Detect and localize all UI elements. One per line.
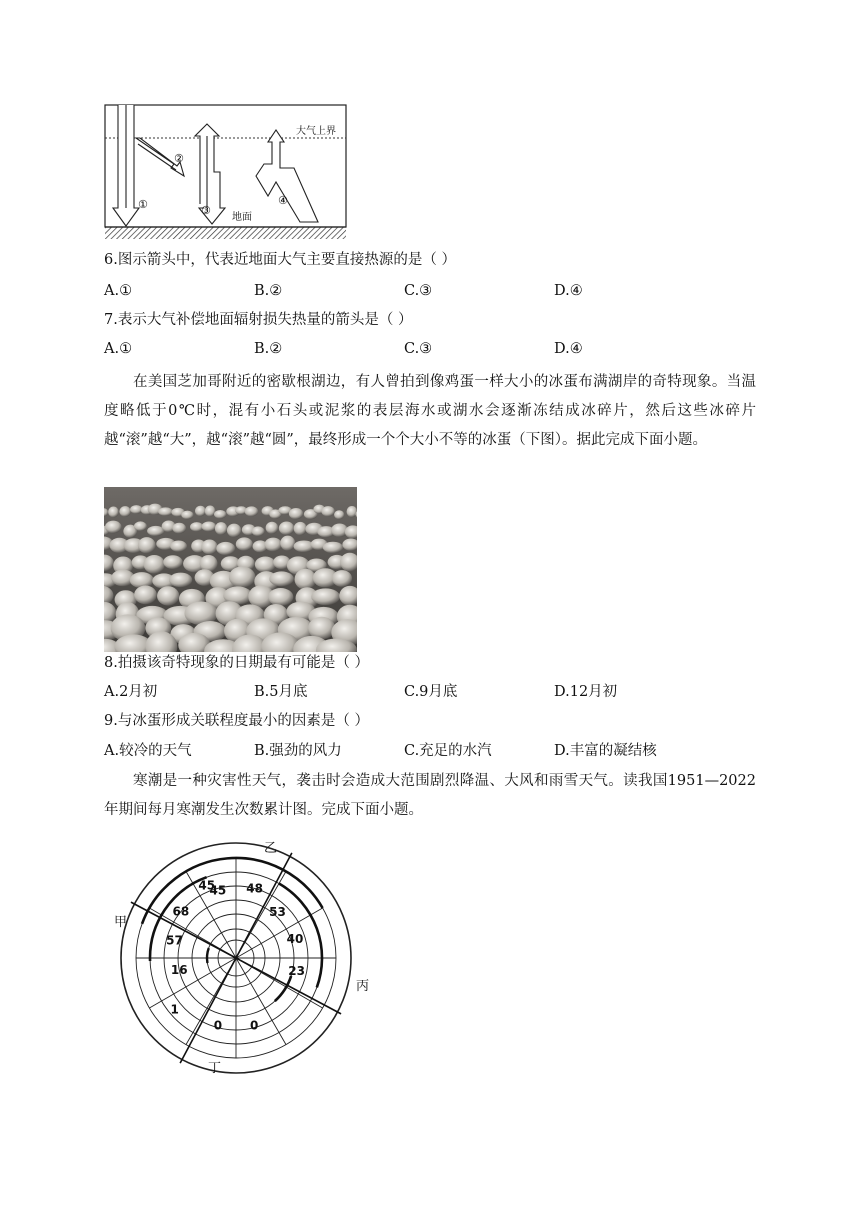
ice-egg xyxy=(236,537,253,550)
chart-value-label: 57 xyxy=(166,933,183,948)
chart-sector-label: 乙 xyxy=(264,841,278,856)
ice-egg xyxy=(190,522,203,531)
chart-value-label: 0 xyxy=(249,1018,259,1033)
q7-option-d[interactable]: D.④ xyxy=(554,341,583,357)
chart-value-label: 40 xyxy=(286,931,304,946)
q9-option-a[interactable]: A.较冷的天气 xyxy=(104,743,192,759)
question-9-stem: 9.与冰蛋形成关联程度最小的因素是（ ） xyxy=(104,713,369,729)
question-8-stem: 8.拍摄该奇特现象的日期最有可能是（ ） xyxy=(104,655,369,671)
ice-egg xyxy=(105,521,122,534)
chart-value-label: 68 xyxy=(172,904,190,919)
ice-egg xyxy=(264,538,281,552)
q6-option-a[interactable]: A.① xyxy=(104,283,133,299)
ice-egg xyxy=(227,524,241,538)
ice-egg xyxy=(216,542,235,555)
atmosphere-radiation-diagram xyxy=(104,104,348,240)
chart-sector-label: 甲 xyxy=(114,915,128,930)
q7-option-a[interactable]: A.① xyxy=(104,341,133,357)
atmosphere-top-label: 大气上界 xyxy=(296,126,336,137)
chart-value-label: 1 xyxy=(170,1002,179,1017)
ice-egg xyxy=(280,536,295,551)
ice-egg-passage: 在美国芝加哥附近的密歇根湖边，有人曾拍到像鸡蛋一样大小的冰蛋布满湖岸的奇特现象。当温度略低于0℃时，混有小石头或泥浆的表层海水或湖水会逐渐冻结成冰碎片，然后这些冰碎片越“滚”越“大”，越“滚”越“圆”，最终形成一个个大小不等的冰蛋（下图）。据此完成下面小题。 xyxy=(104,374,756,448)
ice-egg xyxy=(214,510,226,519)
ice-egg xyxy=(311,588,340,605)
chart-sector-label: 丙 xyxy=(356,979,370,994)
q6-option-b[interactable]: B.② xyxy=(254,283,283,299)
ice-egg xyxy=(289,508,303,519)
ice-egg xyxy=(195,506,206,517)
ice-egg xyxy=(138,537,156,553)
chart-value-label: 45 xyxy=(198,878,216,893)
chart-value-label: 16 xyxy=(170,963,188,978)
ice-egg xyxy=(181,511,193,520)
chart-value-label: 23 xyxy=(288,963,305,978)
ice-egg xyxy=(268,588,293,606)
chart-value-label: 53 xyxy=(269,904,286,919)
q7-option-b[interactable]: B.② xyxy=(254,341,283,357)
ice-egg xyxy=(172,523,186,534)
question-8-options xyxy=(104,682,744,702)
ice-egg xyxy=(144,555,165,574)
ice-egg xyxy=(255,556,276,572)
ice-egg xyxy=(323,542,343,553)
ice-egg xyxy=(169,573,192,588)
ice-egg xyxy=(130,505,143,514)
ice-egg xyxy=(279,522,295,535)
ice-egg xyxy=(294,522,307,535)
chart-value-label: 0 xyxy=(213,1018,223,1033)
ice-egg xyxy=(215,522,227,535)
ice-egg xyxy=(158,507,173,515)
chart-sector-label: 丁 xyxy=(208,1061,222,1076)
q8-option-c[interactable]: C.9月底 xyxy=(404,684,458,700)
ice-egg xyxy=(201,539,217,554)
ice-egg xyxy=(347,506,357,517)
ice-egg xyxy=(119,506,131,517)
ice-egg xyxy=(205,506,216,517)
question-7-stem: 7.表示大气补偿地面辐射损失热量的箭头是（ ） xyxy=(104,312,413,328)
q6-option-c[interactable]: C.③ xyxy=(404,283,433,299)
ice-egg xyxy=(108,507,119,518)
ice-egg xyxy=(332,570,352,587)
q7-option-c[interactable]: C.③ xyxy=(404,341,433,357)
q8-option-d[interactable]: D.12月初 xyxy=(554,684,618,700)
q9-option-d[interactable]: D.丰富的凝结核 xyxy=(554,743,657,759)
question-7-options xyxy=(104,339,744,359)
ice-egg xyxy=(130,572,154,588)
ice-egg xyxy=(201,522,216,532)
chart-value-label: 45 xyxy=(209,883,227,898)
arrow-label-3: ③ xyxy=(201,204,211,217)
ice-egg xyxy=(321,506,334,516)
chart-arc-inner xyxy=(207,948,209,963)
question-9-options xyxy=(104,741,744,761)
q9-option-b[interactable]: B.强劲的风力 xyxy=(254,743,342,759)
ice-egg xyxy=(170,541,187,552)
ice-egg xyxy=(252,526,265,536)
ice-egg xyxy=(334,510,344,519)
q6-option-d[interactable]: D.④ xyxy=(554,283,583,299)
question-6-options xyxy=(104,281,744,301)
cold-wave-polar-chart xyxy=(104,832,374,1080)
chart-value-label: 48 xyxy=(246,881,263,896)
q8-option-b[interactable]: B.5月底 xyxy=(254,684,308,700)
ice-egg xyxy=(266,522,279,534)
arrow-label-1: ① xyxy=(138,198,148,211)
ice-egg xyxy=(229,566,256,587)
ice-egg xyxy=(157,586,179,605)
ice-egg xyxy=(163,555,182,569)
q8-option-a[interactable]: A.2月初 xyxy=(104,684,158,700)
ice-egg xyxy=(245,506,258,516)
q9-option-c[interactable]: C.充足的水汽 xyxy=(404,743,492,759)
arrow-label-2: ② xyxy=(174,152,184,165)
question-6-stem: 6.图示箭头中，代表近地面大气主要直接热源的是（ ） xyxy=(104,252,456,268)
arrow-label-4: ④ xyxy=(278,194,288,207)
ground-label: 地面 xyxy=(232,212,252,223)
ice-egg xyxy=(200,555,218,572)
ice-egg xyxy=(269,571,294,586)
ice-egg xyxy=(134,521,147,531)
ice-eggs-photo xyxy=(104,487,357,652)
cold-wave-passage: 寒潮是一种灾害性天气，袭击时会造成大范围剧烈降温、大风和雨雪天气。读我国1951—2022年期间每月寒潮发生次数累计图。完成下面小题。 xyxy=(104,773,756,818)
ice-egg xyxy=(134,586,157,605)
